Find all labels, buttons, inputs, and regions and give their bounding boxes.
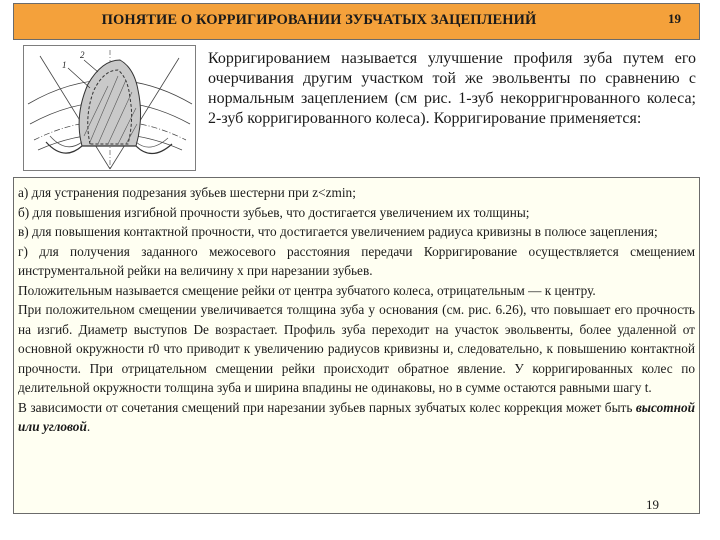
closing-suffix: . — [86, 419, 91, 434]
slide-number: 19 — [668, 11, 681, 26]
list-item-a: а) для устранения подрезания зубьев шестерни при z<zmin; — [18, 185, 356, 200]
closing-text: В зависимости от сочетания смещений при нарезании зубьев парных зубчатых колес коррекция может быть — [18, 399, 636, 415]
figure-label-2: 2 — [80, 50, 85, 60]
figure-label-1: 1 — [62, 60, 67, 70]
list-item-b: б) для повышения изгибной прочности зубьев, что достигается увеличением их толщины; — [18, 204, 530, 220]
list-item-c: в) для повышения контактной прочности, что достигается увеличением радиуса кривизны в полюсе зацепления; — [18, 224, 658, 239]
intro-paragraph: Корригированием называется улучшение профиля зуба путем его очерчивания другим участком той же эвольвенты по сравнению с нормальным зацеплением (см рис. 1-зуб некорригнрованного колеса; 2-зуб корригированного колеса). Корригирование применяется: — [208, 50, 696, 127]
list-item-d: г) для получения заданного межосевого расстояния передачи Корригирование осуществляется смещением инструментальной рейки на величину х при нарезании зубьев. — [18, 243, 695, 278]
main-paragraph: При положительном смещении увеличивается толщина зуба у основания (см. рис. 6.26), что повышает его прочность на изгиб. Диаметр выступов De возрастает. Профиль зуба переходит на участок эвольвенты, более удаленной от основной окружности r0 что приводит к увеличению радиусов кривизны и, следовательно, к повышению контактной прочности. При отрицательном смещении рейки происходит обратное явление. У корригированных колес по делительной окружности толщина зуба и ширина впадины не одинаковы, но в сумме остаются равными шагу t. — [18, 302, 695, 395]
positive-shift-definition: Положительным называется смещение рейки от центра зубчатого колеса, отрицательным — к центру. — [18, 282, 596, 298]
tooth-profile-figure — [23, 45, 196, 171]
slide-title: ПОНЯТИЕ О КОРРИГИРОВАНИИ ЗУБЧАТЫХ ЗАЦЕПЛЕНИЙ — [101, 12, 537, 28]
closing-emphasis: высотной или угловой — [18, 399, 695, 434]
tooth-profile-drawing — [24, 46, 195, 170]
slide-header — [13, 3, 700, 40]
page-number: 19 — [646, 497, 659, 512]
main-text — [18, 183, 695, 437]
main-text-box — [13, 177, 700, 514]
closing-paragraph — [18, 398, 695, 437]
